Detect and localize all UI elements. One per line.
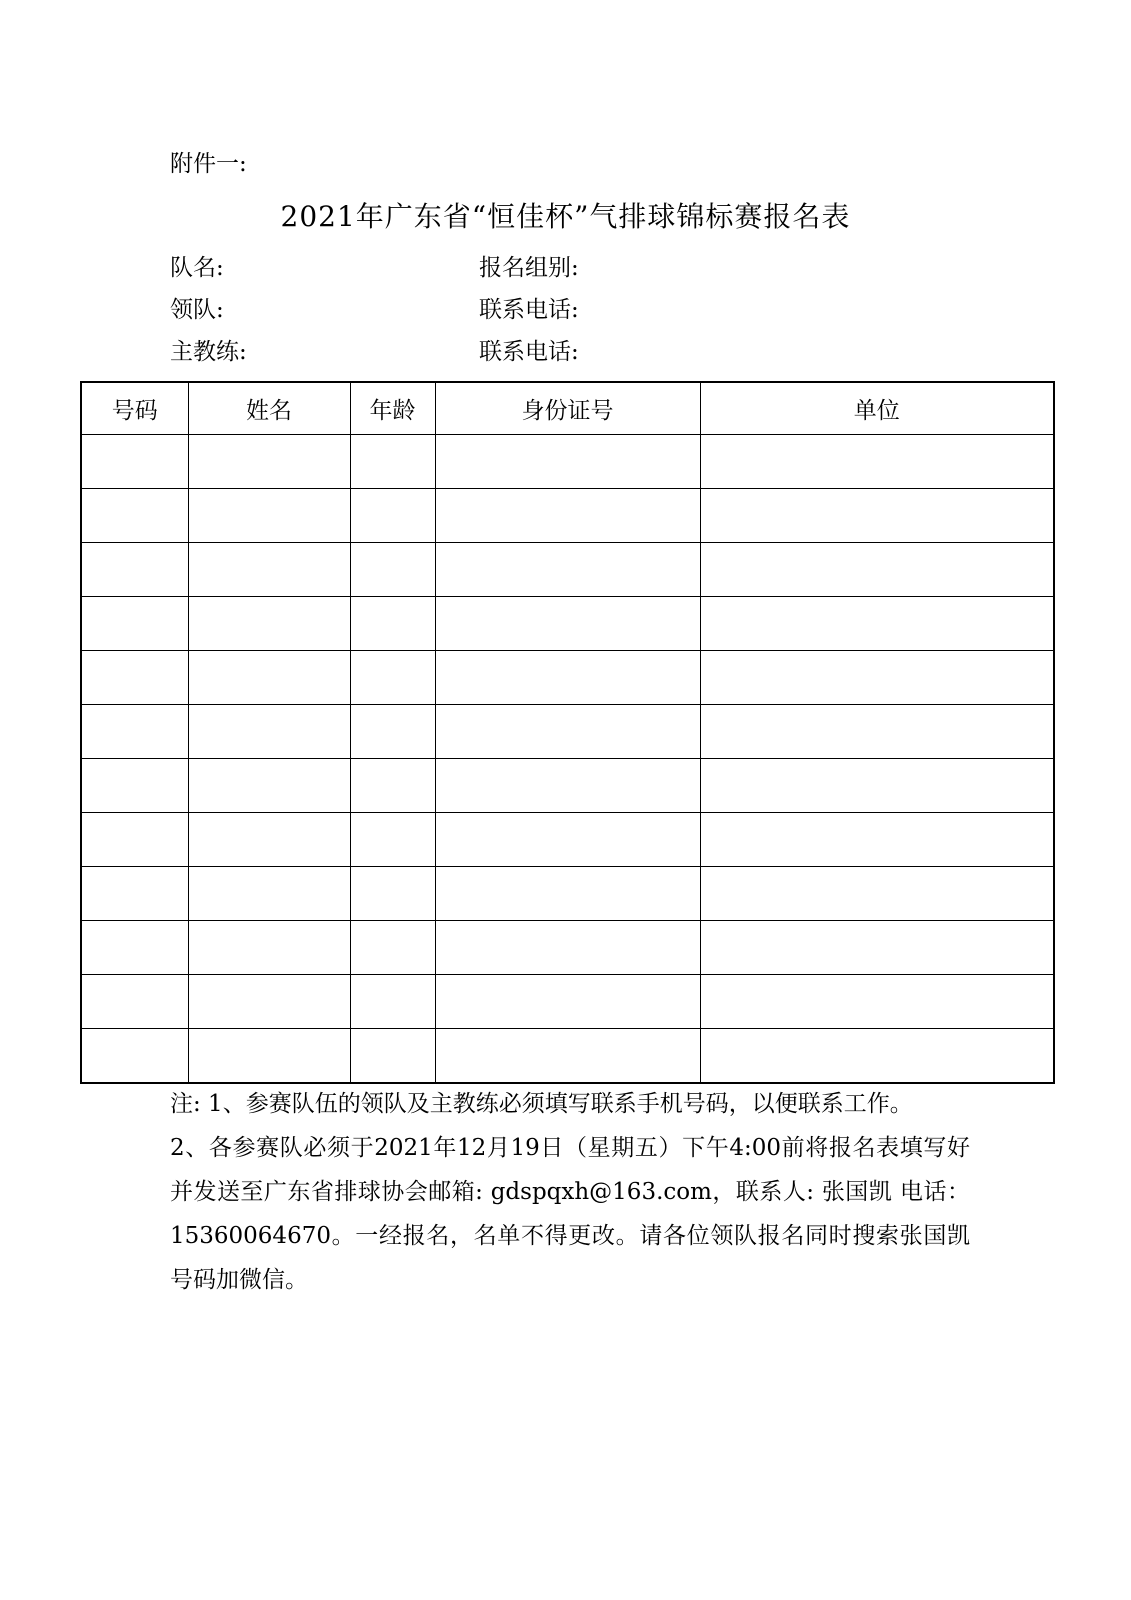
table-header-row [81, 382, 1054, 435]
table-row [81, 1029, 1054, 1084]
table-row [81, 435, 1054, 489]
cell-name[interactable] [188, 867, 350, 921]
cell-id-number[interactable] [435, 705, 700, 759]
cell-id-number[interactable] [435, 813, 700, 867]
cell-number[interactable] [81, 813, 188, 867]
cell-age[interactable] [350, 867, 435, 921]
cell-name[interactable] [188, 759, 350, 813]
cell-name[interactable] [188, 921, 350, 975]
cell-age[interactable] [350, 489, 435, 543]
header-number: 号码 [81, 382, 188, 435]
cell-unit[interactable] [700, 867, 1054, 921]
cell-name[interactable] [188, 435, 350, 489]
cell-number[interactable] [81, 867, 188, 921]
table-row [81, 597, 1054, 651]
cell-name[interactable] [188, 651, 350, 705]
head-coach-label: 主教练: [170, 339, 247, 365]
cell-number[interactable] [81, 543, 188, 597]
cell-number[interactable] [81, 921, 188, 975]
cell-id-number[interactable] [435, 489, 700, 543]
cell-name[interactable] [188, 705, 350, 759]
cell-unit[interactable] [700, 651, 1054, 705]
cell-age[interactable] [350, 435, 435, 489]
cell-id-number[interactable] [435, 921, 700, 975]
cell-age[interactable] [350, 759, 435, 813]
header-unit: 单位 [700, 382, 1054, 435]
cell-name[interactable] [188, 543, 350, 597]
cell-unit[interactable] [700, 705, 1054, 759]
roster-table [80, 381, 1055, 1084]
header-name: 姓名 [188, 382, 350, 435]
cell-number[interactable] [81, 597, 188, 651]
coach-phone-label: 联系电话: [479, 339, 579, 365]
table-row [81, 867, 1054, 921]
table-body [81, 435, 1054, 1084]
cell-age[interactable] [350, 705, 435, 759]
cell-number[interactable] [81, 975, 188, 1029]
cell-id-number[interactable] [435, 435, 700, 489]
cell-number[interactable] [81, 489, 188, 543]
cell-age[interactable] [350, 975, 435, 1029]
note-1: 注: 1、参赛队伍的领队及主教练必须填写联系手机号码，以便联系工作。 [170, 1091, 913, 1117]
group-label: 报名组别: [479, 255, 579, 281]
table-row [81, 759, 1054, 813]
cell-unit[interactable] [700, 975, 1054, 1029]
cell-unit[interactable] [700, 921, 1054, 975]
cell-id-number[interactable] [435, 597, 700, 651]
cell-name[interactable] [188, 975, 350, 1029]
cell-age[interactable] [350, 1029, 435, 1084]
team-name-label: 队名: [170, 255, 224, 281]
cell-name[interactable] [188, 489, 350, 543]
cell-id-number[interactable] [435, 651, 700, 705]
cell-unit[interactable] [700, 597, 1054, 651]
header-age: 年龄 [350, 382, 435, 435]
cell-age[interactable] [350, 543, 435, 597]
cell-age[interactable] [350, 813, 435, 867]
cell-id-number[interactable] [435, 543, 700, 597]
cell-unit[interactable] [700, 759, 1054, 813]
cell-id-number[interactable] [435, 867, 700, 921]
table-row [81, 651, 1054, 705]
cell-unit[interactable] [700, 813, 1054, 867]
cell-number[interactable] [81, 759, 188, 813]
team-leader-label: 领队: [170, 297, 224, 323]
note-2: 2、各参赛队必须于2021年12月19日（星期五）下午4:00前将报名表填写好并发送至广东省排球协会邮箱: gdspqxh@163.com，联系人: 张国凯 电话：15360064670。一经报名，名单不得更改。请各位领队报名同时搜索张国凯号码加微信。 [170, 1135, 970, 1293]
header-id-number: 身份证号 [435, 382, 700, 435]
table-row [81, 813, 1054, 867]
table-row [81, 489, 1054, 543]
cell-id-number[interactable] [435, 1029, 700, 1084]
attachment-label: 附件一: [170, 151, 247, 177]
cell-name[interactable] [188, 597, 350, 651]
table-row [81, 543, 1054, 597]
cell-id-number[interactable] [435, 759, 700, 813]
cell-age[interactable] [350, 921, 435, 975]
cell-age[interactable] [350, 651, 435, 705]
cell-number[interactable] [81, 705, 188, 759]
cell-number[interactable] [81, 1029, 188, 1084]
cell-name[interactable] [188, 1029, 350, 1084]
cell-unit[interactable] [700, 489, 1054, 543]
table-row [81, 921, 1054, 975]
cell-name[interactable] [188, 813, 350, 867]
cell-unit[interactable] [700, 435, 1054, 489]
cell-unit[interactable] [700, 543, 1054, 597]
table-row [81, 975, 1054, 1029]
cell-id-number[interactable] [435, 975, 700, 1029]
table-row [81, 705, 1054, 759]
cell-number[interactable] [81, 651, 188, 705]
leader-phone-label: 联系电话: [479, 297, 579, 323]
form-title: 2021年广东省“恒佳杯”气排球锦标赛报名表 [280, 200, 851, 233]
notes-section [170, 1082, 970, 1302]
cell-age[interactable] [350, 597, 435, 651]
cell-unit[interactable] [700, 1029, 1054, 1084]
cell-number[interactable] [81, 435, 188, 489]
